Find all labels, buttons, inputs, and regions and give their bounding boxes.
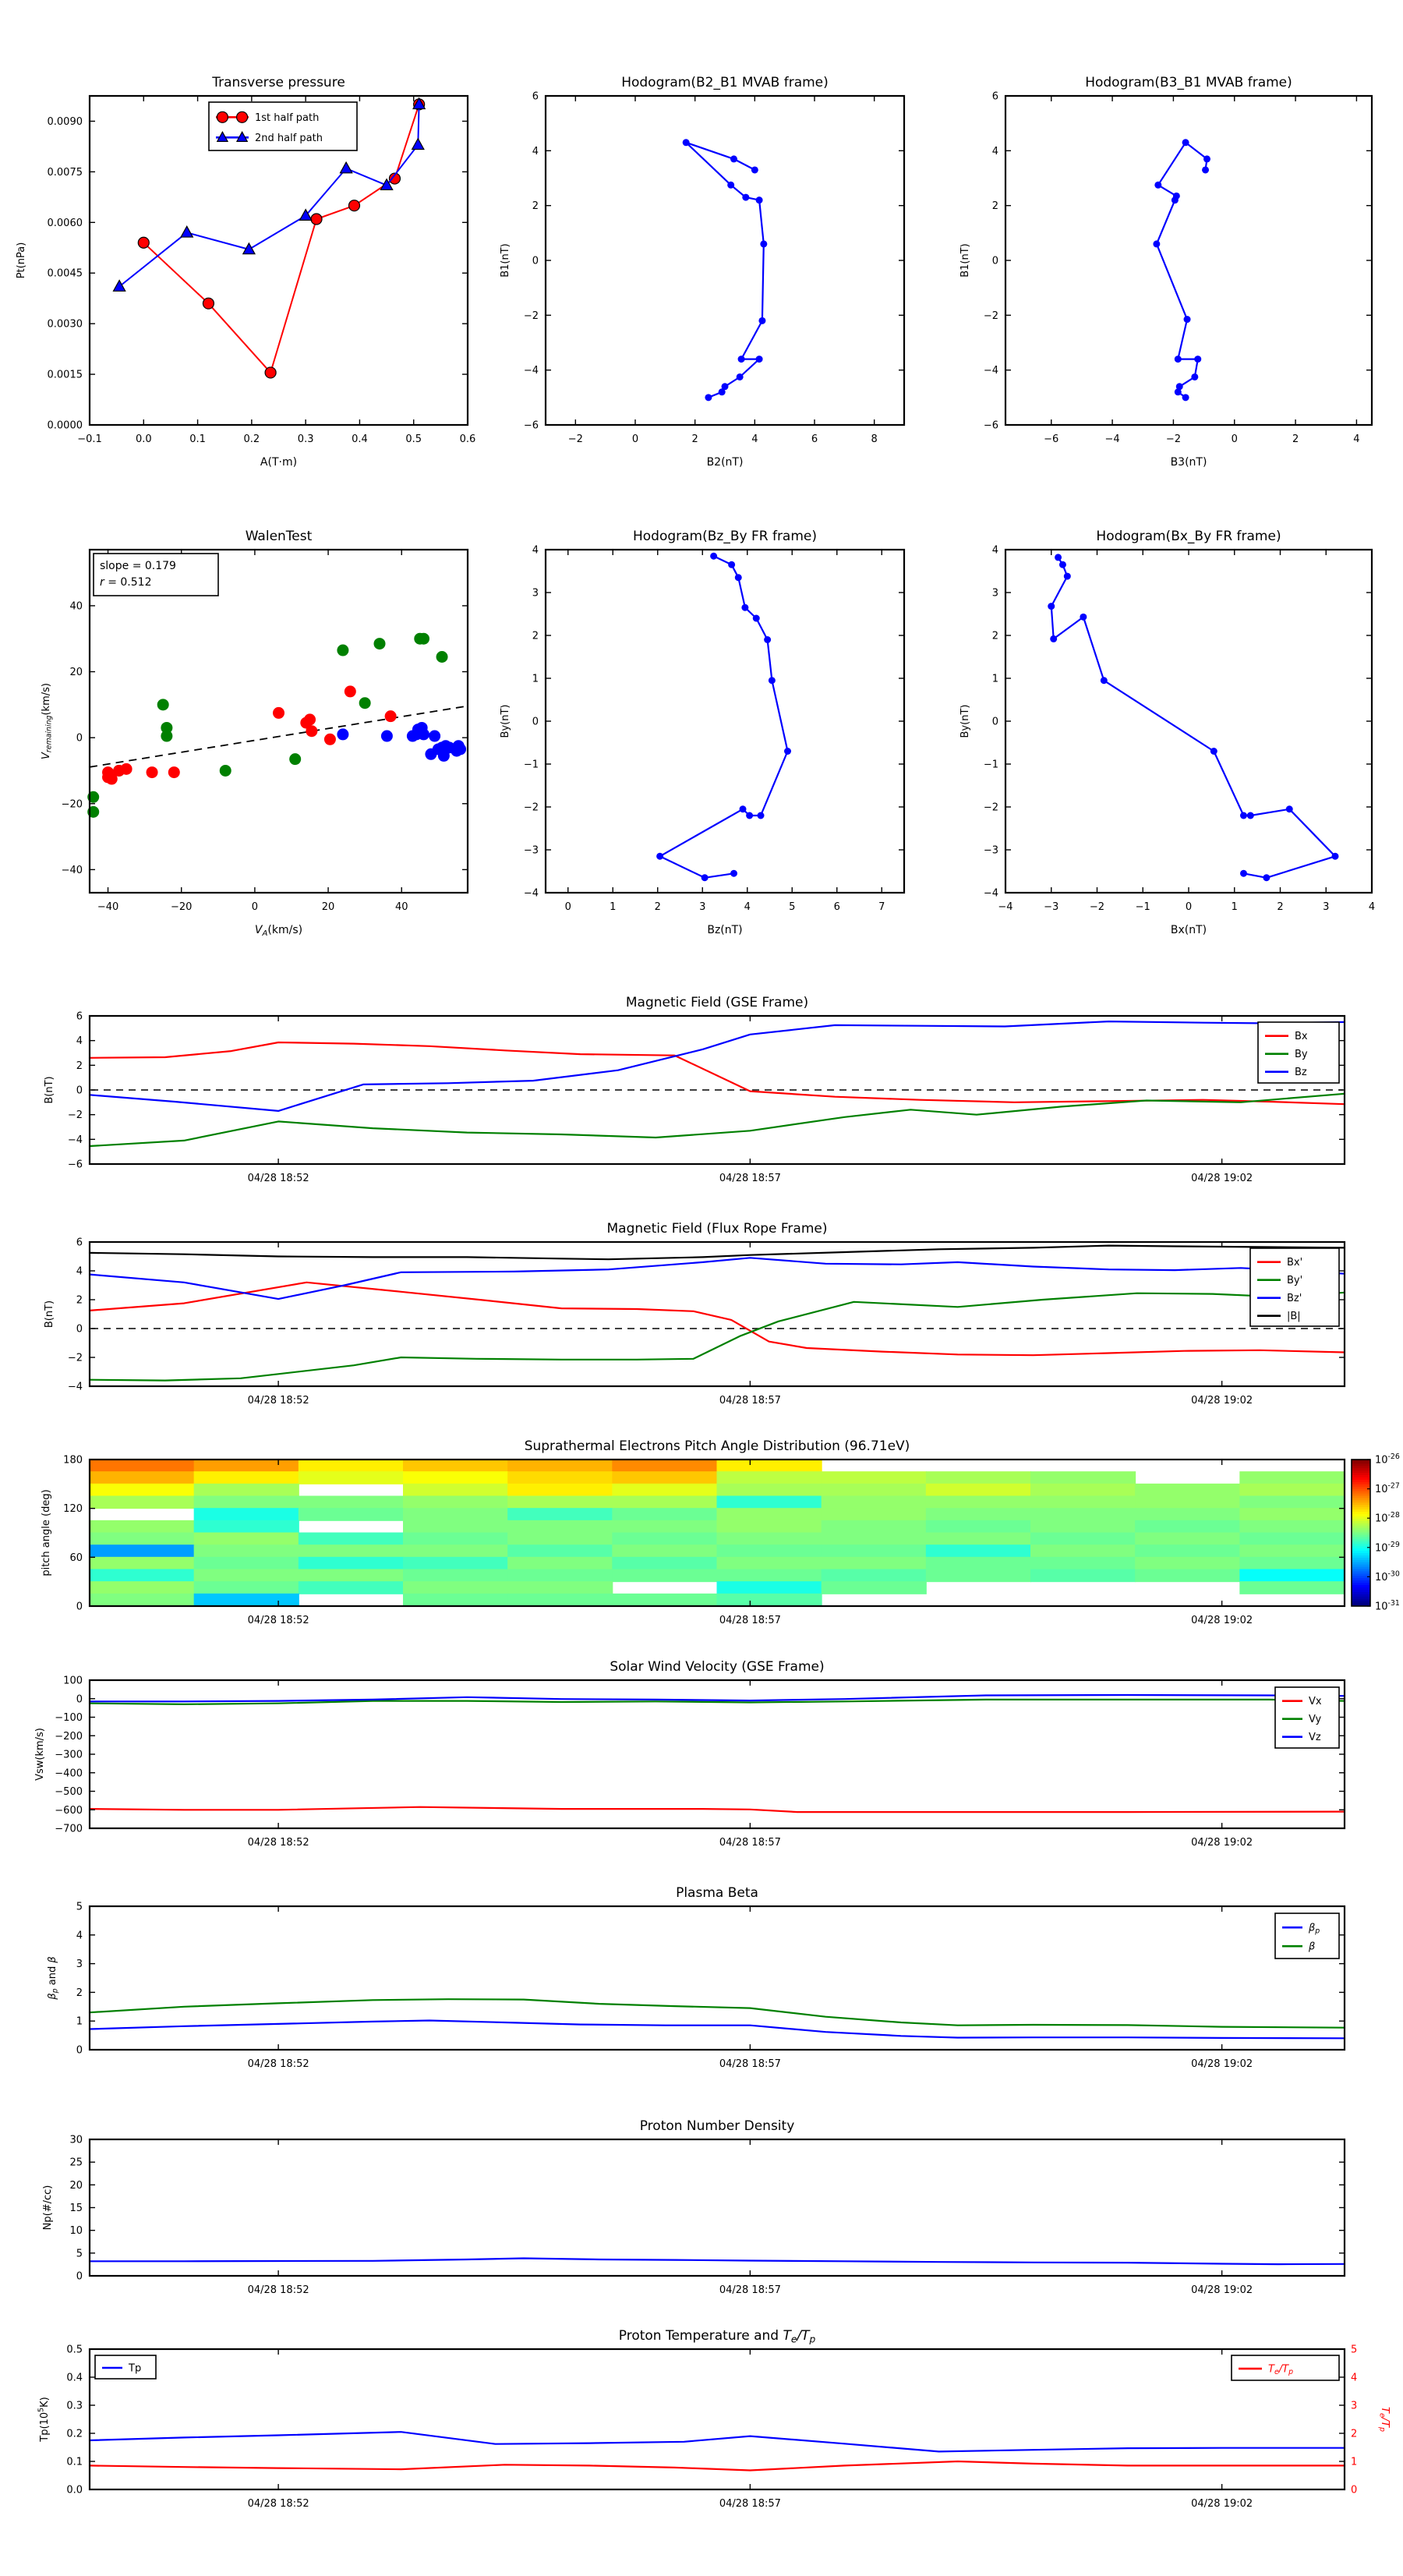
y-tick-label: −1 bbox=[983, 759, 998, 771]
hodogram-b2-b1-series-b2b1-path bbox=[686, 143, 764, 398]
plasma-beta-title: Plasma Beta bbox=[676, 1885, 758, 1901]
x-tick-label: 0.5 bbox=[405, 433, 422, 445]
y-tick-label: −2 bbox=[67, 1352, 83, 1364]
x-tick-label: 0 bbox=[631, 433, 639, 445]
colorbar-tick-label: $10^{-30}$ bbox=[1375, 1569, 1400, 1583]
y-tick-label: −6 bbox=[983, 419, 998, 432]
x-tick-label: 04/28 19:02 bbox=[1191, 1615, 1253, 1626]
proton-temp-series-Tp bbox=[90, 2432, 1345, 2451]
x-tick-label: 3 bbox=[1323, 901, 1330, 913]
hodogram-b3-b1-title: Hodogram(B3_B1 MVAB frame) bbox=[1085, 75, 1292, 90]
mag-gse-ylabel: B(nT) bbox=[44, 1076, 55, 1104]
y-tick-label: −100 bbox=[55, 1712, 83, 1724]
x-tick-label: 6 bbox=[833, 901, 840, 913]
pad-title: Suprathermal Electrons Pitch Angle Distribution (96.71eV) bbox=[524, 1438, 910, 1454]
x-tick-label: 04/28 18:52 bbox=[247, 1837, 309, 1849]
y-tick-label: 6 bbox=[991, 90, 998, 103]
y-tick-label: 0 bbox=[532, 255, 539, 267]
swv-ylabel: Vsw(km/s) bbox=[34, 1728, 46, 1781]
annotation-line: slope = 0.179 bbox=[100, 560, 176, 572]
y-tick-label: 4 bbox=[76, 1930, 83, 1942]
x-tick-label: 6 bbox=[811, 433, 818, 445]
y-tick-label: −600 bbox=[55, 1804, 83, 1817]
x-tick-label: 04/28 19:02 bbox=[1191, 2284, 1253, 2296]
pad-ylabel: pitch angle (deg) bbox=[41, 1489, 52, 1576]
legend-label: Bz bbox=[1295, 1067, 1307, 1079]
y-tick-label: 2 bbox=[991, 200, 998, 213]
colorbar-tick-label: $10^{-29}$ bbox=[1375, 1540, 1400, 1555]
legend-label: Bx bbox=[1295, 1031, 1308, 1043]
y-tick-label: 0 bbox=[76, 1323, 83, 1336]
hodogram-bx-by-xlabel: Bx(nT) bbox=[1170, 924, 1207, 936]
x-tick-label: 1 bbox=[1231, 901, 1238, 913]
x-tick-label: 7 bbox=[878, 901, 885, 913]
x-tick-label: −20 bbox=[170, 901, 193, 913]
legend-label: Vz bbox=[1309, 1732, 1321, 1744]
plasma-beta bbox=[47, 1885, 1345, 2070]
y-tick-label: 4 bbox=[532, 145, 539, 157]
plasma-beta-axes-box bbox=[90, 1906, 1345, 2050]
y-tick-label: 3 bbox=[991, 587, 998, 600]
y-tick-label: 6 bbox=[76, 1010, 83, 1023]
swv bbox=[34, 1659, 1345, 1849]
x-tick-label: 4 bbox=[1353, 433, 1360, 445]
x-tick-label: −40 bbox=[97, 901, 119, 913]
legend-label: By bbox=[1295, 1049, 1308, 1061]
y-tick-label: 6 bbox=[76, 1237, 83, 1249]
y-tick-label: 30 bbox=[69, 2134, 83, 2146]
x-tick-label: −4 bbox=[998, 901, 1013, 913]
y-tick-label: 120 bbox=[63, 1503, 83, 1516]
y-tick-label: −6 bbox=[67, 1159, 83, 1171]
y-tick-label: 0.1 bbox=[66, 2456, 83, 2468]
mag-fr-axes-box bbox=[90, 1242, 1345, 1386]
annotation-line: r = 0.512 bbox=[100, 576, 152, 589]
legend-label: $T_e/T_p$ bbox=[1268, 2363, 1294, 2377]
y-tick-label: 4 bbox=[76, 1035, 83, 1048]
y-tick-label: −4 bbox=[67, 1134, 83, 1146]
x-tick-label: 0 bbox=[251, 901, 259, 913]
y-tick-label: 0 bbox=[532, 716, 539, 728]
y-tick-label: −2 bbox=[983, 310, 998, 322]
proton-density-series-Np bbox=[90, 2259, 1345, 2265]
hodogram-bz-by-title: Hodogram(Bz_By FR frame) bbox=[632, 529, 818, 544]
x-tick-label: 0.0 bbox=[135, 433, 152, 445]
y-tick-label: 0.2 bbox=[66, 2428, 83, 2440]
legend-label: Bx' bbox=[1287, 1257, 1303, 1269]
x-tick-label: 04/28 18:52 bbox=[247, 1395, 309, 1407]
y-tick-label: 4 bbox=[76, 1265, 83, 1278]
y-tick-label: 3 bbox=[76, 1959, 83, 1971]
x-tick-label: −4 bbox=[1104, 433, 1120, 445]
hodogram-bz-by-ylabel: By(nT) bbox=[500, 704, 511, 738]
legend-label: $\beta_p$ bbox=[1309, 1922, 1320, 1936]
walen-test-xlabel: $V_A(km/s)$ bbox=[254, 924, 303, 938]
y-tick-label: 0 bbox=[76, 1601, 83, 1613]
x-tick-label: 04/28 18:57 bbox=[719, 1615, 781, 1626]
x-tick-label: 4 bbox=[744, 901, 751, 913]
y-tick-label: −4 bbox=[67, 1381, 83, 1393]
y-tick-label: 0.0 bbox=[66, 2484, 83, 2496]
hodogram-b3-b1-xlabel: B3(nT) bbox=[1170, 456, 1207, 469]
x-tick-label: 8 bbox=[871, 433, 878, 445]
x-tick-label: 0.4 bbox=[352, 433, 368, 445]
mag-fr-series-B-mag bbox=[90, 1246, 1345, 1260]
y-tick-label: 1 bbox=[991, 673, 998, 685]
y-tick-label: −4 bbox=[983, 365, 998, 377]
transverse-pressure-ylabel: Pt(nPa) bbox=[16, 242, 27, 279]
legend-label: Vx bbox=[1309, 1696, 1322, 1708]
x-tick-label: 5 bbox=[789, 901, 796, 913]
y-tick-label: 0 bbox=[76, 2270, 83, 2283]
y-tick-label: −3 bbox=[983, 844, 998, 857]
proton-temp bbox=[37, 2328, 1391, 2510]
y-tick-label: 0 bbox=[76, 732, 83, 745]
x-tick-label: 2 bbox=[1277, 901, 1284, 913]
swv-series-Vz bbox=[90, 1695, 1345, 1701]
plasma-beta-ylabel: $\beta_p$ and β bbox=[47, 1956, 60, 2000]
mag-gse-series-Bx bbox=[90, 1042, 1345, 1104]
proton-density-axes-box bbox=[90, 2139, 1345, 2276]
legend-label: Tp bbox=[129, 2362, 142, 2375]
x-tick-label: 4 bbox=[1368, 901, 1376, 913]
x-tick-label: 40 bbox=[394, 901, 408, 913]
mag-gse-title: Magnetic Field (GSE Frame) bbox=[625, 995, 809, 1010]
y-tick-label: −500 bbox=[55, 1786, 83, 1798]
y-tick-label: −1 bbox=[523, 759, 539, 771]
y-tick-label: 4 bbox=[532, 544, 539, 557]
hodogram-bx-by-title: Hodogram(Bx_By FR frame) bbox=[1096, 529, 1281, 544]
y-tick-label: 0.5 bbox=[66, 2344, 83, 2356]
y-tick-label: 6 bbox=[532, 90, 539, 103]
y-tick-label: −3 bbox=[523, 844, 539, 857]
hodogram-b2-b1-ylabel: B1(nT) bbox=[500, 243, 511, 278]
y-tick-label: 5 bbox=[76, 1901, 83, 1913]
right-y-tick-label: 2 bbox=[1351, 2428, 1358, 2440]
transverse-pressure-title: Transverse pressure bbox=[212, 75, 345, 90]
y-tick-label: 180 bbox=[63, 1454, 83, 1467]
x-tick-label: −3 bbox=[1044, 901, 1059, 913]
colorbar-tick-label: $10^{-27}$ bbox=[1375, 1481, 1400, 1496]
hodogram-bz-by-xlabel: Bz(nT) bbox=[707, 924, 743, 936]
x-tick-label: 04/28 19:02 bbox=[1191, 1395, 1253, 1407]
x-tick-label: 2 bbox=[1292, 433, 1299, 445]
y-tick-label: 20 bbox=[69, 667, 83, 679]
x-tick-label: 04/28 18:52 bbox=[247, 2058, 309, 2070]
x-tick-label: 04/28 18:57 bbox=[719, 1173, 781, 1184]
hodogram-bx-by-ylabel: By(nT) bbox=[959, 704, 971, 738]
x-tick-label: 1 bbox=[610, 901, 617, 913]
x-tick-label: 20 bbox=[321, 901, 335, 913]
legend-label: 2nd half path bbox=[255, 132, 323, 144]
hodogram-b3-b1-ylabel: B1(nT) bbox=[959, 243, 971, 278]
mag-gse bbox=[44, 995, 1345, 1184]
mag-gse-series-By bbox=[90, 1094, 1345, 1146]
x-tick-label: 04/28 18:52 bbox=[247, 2284, 309, 2296]
hodogram-bx-by-series-bxby-path bbox=[1051, 557, 1335, 878]
y-tick-label: −4 bbox=[523, 365, 539, 377]
y-tick-label: −2 bbox=[983, 801, 998, 814]
x-tick-label: 4 bbox=[751, 433, 758, 445]
mag-fr-ylabel: B(nT) bbox=[44, 1300, 55, 1329]
legend-label: By' bbox=[1287, 1275, 1303, 1287]
hodogram-bx-by-axes-box bbox=[1005, 550, 1372, 893]
x-tick-label: 04/28 18:57 bbox=[719, 2284, 781, 2296]
right-y-tick-label: 3 bbox=[1351, 2400, 1358, 2412]
proton-density bbox=[42, 2118, 1345, 2296]
swv-series-Vx bbox=[90, 1807, 1345, 1812]
x-tick-label: 04/28 19:02 bbox=[1191, 1173, 1253, 1184]
x-tick-label: −6 bbox=[1044, 433, 1059, 445]
mag-fr-series-By-prime bbox=[90, 1293, 1345, 1381]
y-tick-label: 40 bbox=[69, 600, 83, 613]
swv-title: Solar Wind Velocity (GSE Frame) bbox=[610, 1659, 825, 1675]
y-tick-label: 1 bbox=[76, 2015, 83, 2028]
hodogram-bz-by bbox=[500, 529, 904, 936]
y-tick-label: 0.0015 bbox=[47, 369, 83, 381]
walen-test-axes-box bbox=[90, 550, 468, 893]
x-tick-label: 0 bbox=[564, 901, 571, 913]
hodogram-bz-by-series-bzby-path bbox=[660, 556, 788, 878]
legend-label: 1st half path bbox=[255, 111, 320, 124]
x-tick-label: −1 bbox=[1135, 901, 1150, 913]
y-tick-label: 0 bbox=[76, 1693, 83, 1706]
x-tick-label: 04/28 19:02 bbox=[1191, 1837, 1253, 1849]
y-tick-label: 60 bbox=[69, 1552, 83, 1564]
proton-density-title: Proton Number Density bbox=[639, 2118, 795, 2134]
mag-fr-title: Magnetic Field (Flux Rope Frame) bbox=[606, 1221, 828, 1237]
y-tick-label: −4 bbox=[523, 887, 539, 900]
y-tick-label: 0 bbox=[76, 1085, 83, 1097]
legend-label: Bz' bbox=[1287, 1293, 1302, 1305]
right-y-tick-label: 5 bbox=[1351, 2344, 1358, 2356]
x-tick-label: 0.3 bbox=[297, 433, 314, 445]
y-tick-label: −2 bbox=[523, 801, 539, 814]
x-tick-label: 0.1 bbox=[189, 433, 206, 445]
x-tick-label: −2 bbox=[1089, 901, 1105, 913]
y-tick-label: 0.0090 bbox=[47, 115, 83, 128]
y-tick-label: 10 bbox=[69, 2225, 83, 2238]
x-tick-label: −2 bbox=[567, 433, 583, 445]
y-tick-label: 0 bbox=[76, 2044, 83, 2057]
x-tick-label: 04/28 18:52 bbox=[247, 1615, 309, 1626]
x-tick-label: 0 bbox=[1231, 433, 1238, 445]
y-tick-label: 2 bbox=[76, 1294, 83, 1307]
y-tick-label: 0.0045 bbox=[47, 267, 83, 280]
right-y-axis-label: $T_e/T_p$ bbox=[1377, 2406, 1391, 2433]
y-tick-label: 0.0000 bbox=[47, 419, 83, 432]
x-tick-label: 04/28 18:57 bbox=[719, 1395, 781, 1407]
hodogram-b2-b1-title: Hodogram(B2_B1 MVAB frame) bbox=[621, 75, 829, 90]
y-tick-label: 0.4 bbox=[66, 2372, 83, 2384]
y-tick-label: 5 bbox=[76, 2248, 83, 2260]
mag-gse-series-Bz bbox=[90, 1021, 1345, 1111]
y-tick-label: 4 bbox=[991, 145, 998, 157]
legend-box bbox=[1275, 1687, 1339, 1748]
y-tick-label: −300 bbox=[55, 1749, 83, 1761]
y-tick-label: −40 bbox=[61, 864, 83, 876]
y-tick-label: 3 bbox=[532, 587, 539, 600]
proton-density-ylabel: Np(#/cc) bbox=[42, 2185, 54, 2231]
x-tick-label: 04/28 19:02 bbox=[1191, 2058, 1253, 2070]
proton-temp-ylabel: $Tp(10^5K)$ bbox=[37, 2397, 51, 2442]
y-tick-label: 0.0030 bbox=[47, 318, 83, 331]
legend-label: β bbox=[1309, 1941, 1316, 1953]
plasma-beta-series-beta-p bbox=[90, 2021, 1345, 2039]
walen-test-title: WalenTest bbox=[245, 529, 313, 544]
y-tick-label: −20 bbox=[61, 798, 83, 811]
y-tick-label: 4 bbox=[991, 544, 998, 557]
right-y-tick-label: 1 bbox=[1351, 2456, 1358, 2468]
proton-temp-series-Te-over-Tp bbox=[90, 2461, 1345, 2471]
hodogram-b3-b1 bbox=[959, 75, 1372, 469]
walen-test bbox=[41, 529, 468, 938]
legend-label: |B| bbox=[1287, 1311, 1301, 1323]
transverse-pressure bbox=[16, 75, 475, 469]
y-tick-label: 0 bbox=[991, 255, 998, 267]
y-tick-label: 1 bbox=[532, 673, 539, 685]
legend-box bbox=[1275, 1913, 1339, 1959]
right-y-tick-label: 4 bbox=[1351, 2372, 1358, 2384]
x-tick-label: 0 bbox=[1185, 901, 1193, 913]
y-tick-label: 2 bbox=[532, 630, 539, 642]
x-tick-label: 0.2 bbox=[243, 433, 260, 445]
y-tick-label: 2 bbox=[76, 1060, 83, 1072]
y-tick-label: −6 bbox=[523, 419, 539, 432]
y-tick-label: 15 bbox=[69, 2203, 83, 2214]
y-tick-label: 2 bbox=[532, 200, 539, 213]
x-tick-label: 2 bbox=[691, 433, 698, 445]
x-tick-label: 0.6 bbox=[459, 433, 476, 445]
y-tick-label: −4 bbox=[983, 887, 998, 900]
y-tick-label: 0.3 bbox=[66, 2400, 83, 2412]
x-tick-label: 3 bbox=[699, 901, 706, 913]
x-tick-label: 2 bbox=[654, 901, 661, 913]
y-tick-label: 25 bbox=[69, 2157, 83, 2169]
y-tick-label: 0.0075 bbox=[47, 166, 83, 179]
x-tick-label: −0.1 bbox=[77, 433, 102, 445]
y-tick-label: −2 bbox=[523, 310, 539, 322]
walen-test-ylabel: $V_{remaining}(km/s)$ bbox=[41, 683, 54, 759]
y-tick-label: 100 bbox=[63, 1675, 83, 1687]
x-tick-label: 04/28 18:52 bbox=[247, 1173, 309, 1184]
x-tick-label: 04/28 18:57 bbox=[719, 1837, 781, 1849]
y-tick-label: 2 bbox=[76, 1987, 83, 1999]
proton-temp-title: Proton Temperature and $T_e/T_p$ bbox=[618, 2328, 816, 2345]
y-tick-label: −200 bbox=[55, 1730, 83, 1743]
hodogram-b2-b1-xlabel: B2(nT) bbox=[706, 456, 744, 469]
y-tick-label: 0.0060 bbox=[47, 217, 83, 229]
hodogram-b2-b1-axes-box bbox=[546, 96, 904, 425]
y-tick-label: 2 bbox=[991, 630, 998, 642]
mag-fr bbox=[44, 1221, 1345, 1407]
x-tick-label: 04/28 18:57 bbox=[719, 2058, 781, 2070]
y-tick-label: 20 bbox=[69, 2179, 83, 2192]
y-tick-label: −2 bbox=[67, 1109, 83, 1122]
x-tick-label: 04/28 18:52 bbox=[247, 2498, 309, 2510]
hodogram-bx-by bbox=[959, 529, 1375, 936]
y-tick-label: −400 bbox=[55, 1767, 83, 1780]
y-tick-label: 0 bbox=[991, 716, 998, 728]
legend-label: Vy bbox=[1309, 1714, 1322, 1726]
x-tick-label: −2 bbox=[1165, 433, 1182, 445]
hodogram-bz-by-axes-box bbox=[546, 550, 904, 893]
transverse-pressure-xlabel: A(T·m) bbox=[260, 456, 298, 469]
right-y-tick-label: 0 bbox=[1351, 2484, 1358, 2496]
colorbar-tick-label: $10^{-26}$ bbox=[1375, 1453, 1400, 1467]
colorbar-tick-label: $10^{-28}$ bbox=[1375, 1511, 1400, 1525]
x-tick-label: 04/28 18:57 bbox=[719, 2498, 781, 2510]
x-tick-label: 04/28 19:02 bbox=[1191, 2498, 1253, 2510]
y-tick-label: −700 bbox=[55, 1823, 83, 1835]
colorbar-tick-label: $10^{-31}$ bbox=[1375, 1599, 1400, 1613]
hodogram-b2-b1 bbox=[500, 75, 904, 469]
pad bbox=[41, 1438, 1400, 1626]
